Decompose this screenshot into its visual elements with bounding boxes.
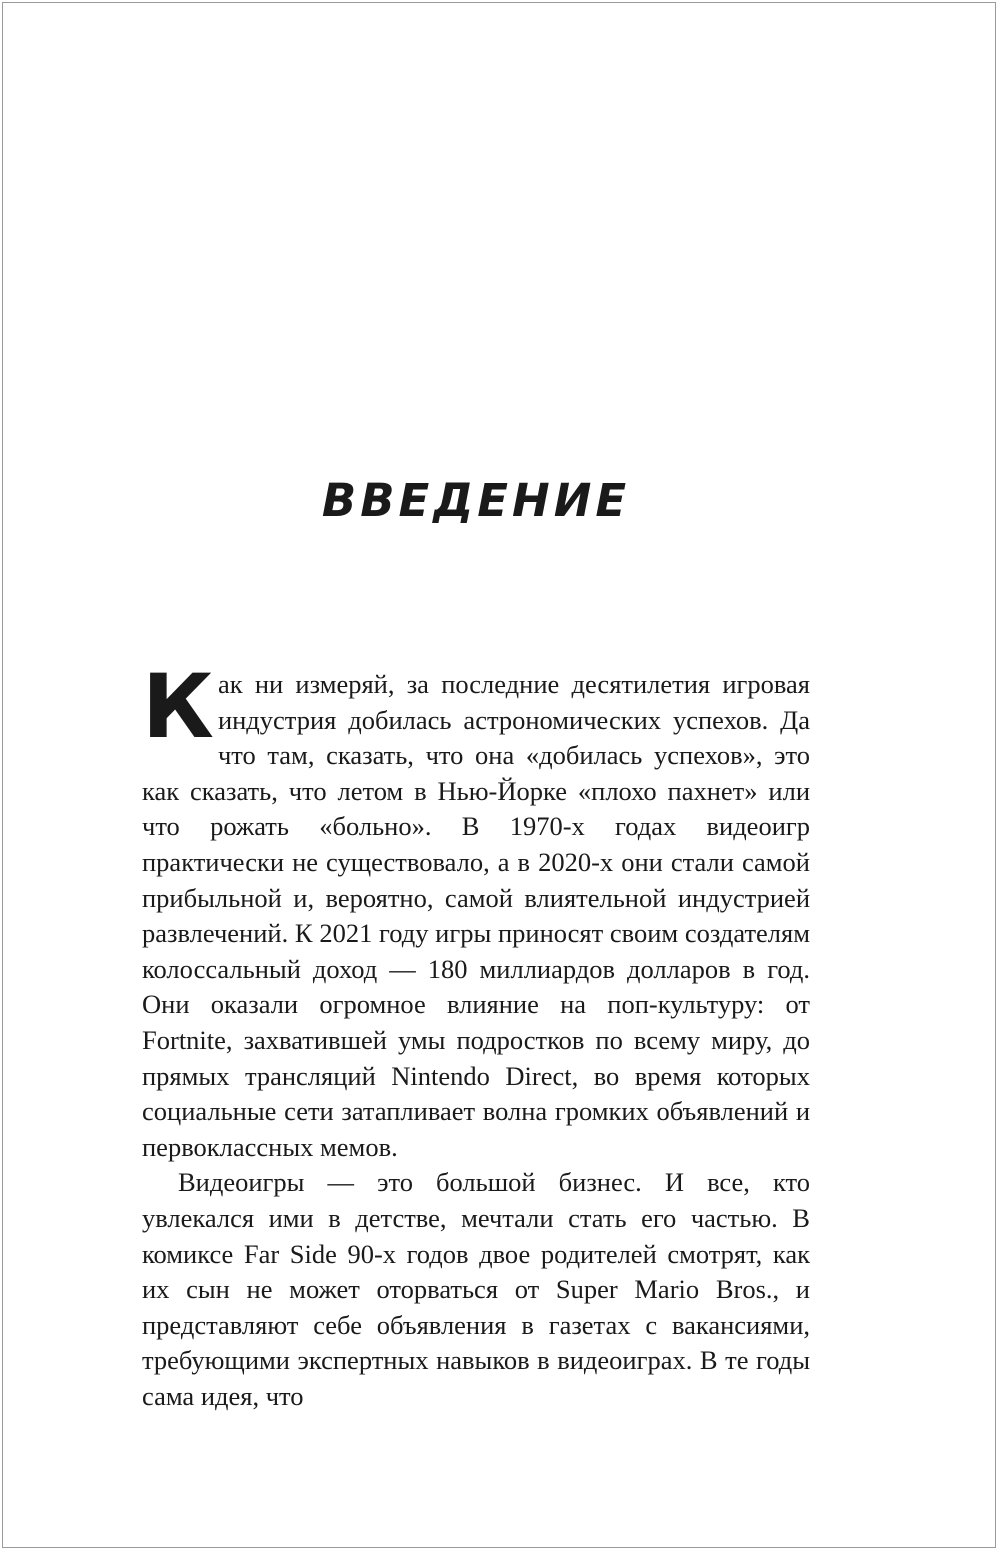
- chapter-title: ВВЕДЕНИЕ: [321, 474, 631, 527]
- drop-cap: К: [142, 655, 214, 758]
- paragraph: Видеоигры — это большой бизнес. И все, кто увлекался ими в детстве, мечтали стать его частью. В комиксе Far Side 90-х годов двое родителей смотрят, как их сын не может оторваться от Super Mario Bros., и представляют себе объявления в газетах с вакансиями, требующими экспертных навыков в видеоиграх. В те годы сама идея, что: [142, 1167, 810, 1411]
- page: [2, 2, 996, 1548]
- paragraph-text: ак ни измеряй, за последние десятилетия игровая индустрия добилась астрономических успехов. Да что там, сказать, что она «добилась успехов», это как сказать, что летом в Нью-Йорке «плохо пахнет» или что рожать «больно». В 1970-х годах видеоигр практически не существовало, а в 2020-х они стали самой прибыльной и, вероятно, самой влиятельной индустрией развлечений. К 2021 году игры приносят своим создателям колоссальный доход — 180 миллиардов долларов в год. Они оказали огромное влияние на поп-культуру: от Fortnite, захватившей умы подростков по всему миру, до прямых трансляций Nintendo Direct, во время которых социальные сети затапливает волна громких объявлений и первоклассных мемов.: [142, 669, 810, 1162]
- paragraph: [142, 655, 810, 1165]
- body-text: [142, 655, 810, 1414]
